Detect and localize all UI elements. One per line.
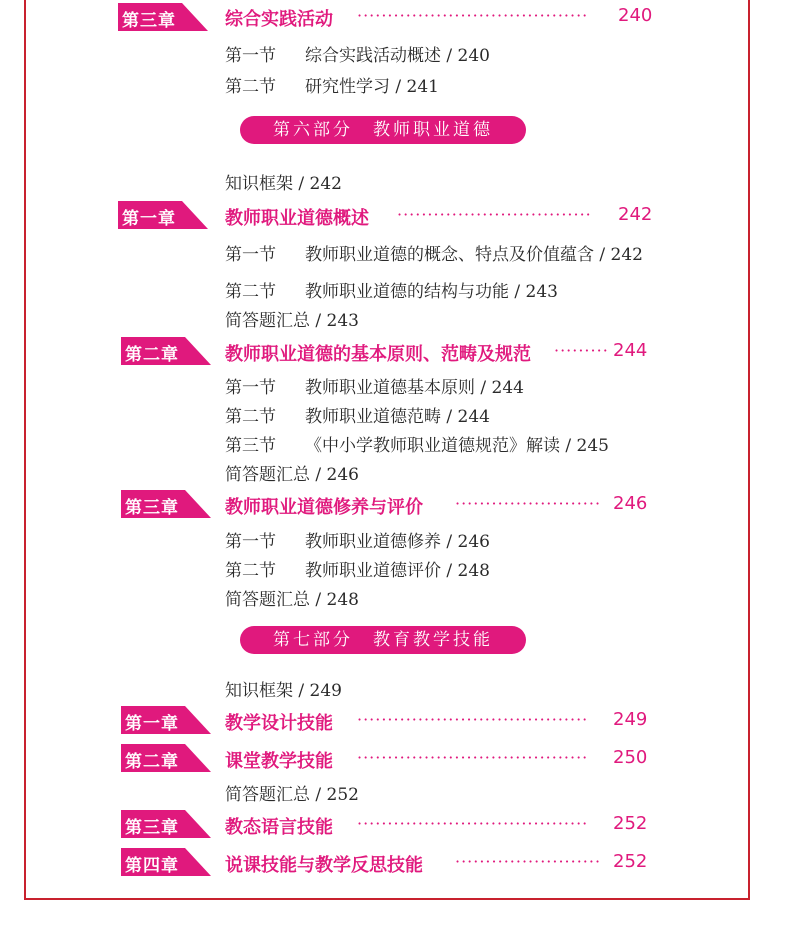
chapter-title[interactable]: 教态语言技能 bbox=[225, 817, 333, 838]
dot-leader: ························ bbox=[455, 852, 602, 871]
page-number: 242 bbox=[618, 204, 653, 225]
framework-line[interactable]: 知识框架 / 242 bbox=[225, 174, 342, 194]
section-text: 教师职业道德评价 / 248 bbox=[305, 561, 490, 581]
chapter-tag: 第三章 bbox=[121, 490, 211, 518]
dot-leader: ······································ bbox=[357, 6, 589, 25]
chapter-title[interactable]: 说课技能与教学反思技能 bbox=[225, 855, 423, 876]
page-number: 246 bbox=[613, 493, 648, 514]
chapter-tag: 第二章 bbox=[121, 337, 211, 365]
chapter-tag: 第一章 bbox=[118, 201, 208, 229]
section-line[interactable] bbox=[225, 556, 490, 581]
dot-leader: ······································ bbox=[357, 814, 589, 833]
section-number: 第二节 bbox=[225, 77, 276, 97]
section-line[interactable] bbox=[225, 72, 439, 97]
chapter-title[interactable]: 教师职业道德的基本原则、范畴及规范 bbox=[225, 344, 531, 365]
summary-line[interactable]: 简答题汇总 / 252 bbox=[225, 785, 359, 805]
dot-leader: ······································ bbox=[357, 748, 589, 767]
section-text: 教师职业道德修养 / 246 bbox=[305, 532, 490, 552]
dot-leader: ········· bbox=[554, 341, 609, 360]
section-number: 第一节 bbox=[225, 46, 276, 66]
chapter-title[interactable]: 教师职业道德概述 bbox=[225, 208, 369, 229]
part-banner[interactable]: 第七部分 教育教学技能 bbox=[240, 626, 526, 654]
summary-line[interactable]: 简答题汇总 / 243 bbox=[225, 311, 359, 331]
section-line[interactable] bbox=[225, 240, 643, 265]
section-number: 第三节 bbox=[225, 436, 276, 456]
section-text: 教师职业道德的概念、特点及价值蕴含 / 242 bbox=[305, 245, 643, 265]
page-number: 250 bbox=[613, 747, 648, 768]
chapter-title[interactable]: 综合实践活动 bbox=[225, 9, 333, 30]
section-line[interactable] bbox=[225, 402, 490, 427]
section-number: 第二节 bbox=[225, 561, 276, 581]
dot-leader: ························ bbox=[455, 494, 602, 513]
page-number: 252 bbox=[613, 813, 648, 834]
dot-leader: ······································ bbox=[357, 710, 589, 729]
page-number: 244 bbox=[613, 340, 648, 361]
section-text: 教师职业道德基本原则 / 244 bbox=[305, 378, 524, 398]
page-number: 249 bbox=[613, 709, 648, 730]
section-number: 第二节 bbox=[225, 407, 276, 427]
section-line[interactable] bbox=[225, 277, 558, 302]
chapter-title[interactable]: 教师职业道德修养与评价 bbox=[225, 497, 423, 518]
summary-line[interactable]: 简答题汇总 / 246 bbox=[225, 465, 359, 485]
chapter-tag: 第三章 bbox=[118, 3, 208, 31]
section-line[interactable] bbox=[225, 527, 490, 552]
section-text: 研究性学习 / 241 bbox=[305, 77, 439, 97]
section-number: 第一节 bbox=[225, 532, 276, 552]
page-number: 252 bbox=[613, 851, 648, 872]
chapter-title[interactable]: 课堂教学技能 bbox=[225, 751, 333, 772]
dot-leader: ································ bbox=[397, 205, 592, 224]
section-text: 《中小学教师职业道德规范》解读 / 245 bbox=[305, 436, 609, 456]
chapter-tag: 第四章 bbox=[121, 848, 211, 876]
part-banner[interactable]: 第六部分 教师职业道德 bbox=[240, 116, 526, 144]
chapter-tag: 第一章 bbox=[121, 706, 211, 734]
section-number: 第一节 bbox=[225, 245, 276, 265]
section-number: 第一节 bbox=[225, 378, 276, 398]
section-number: 第二节 bbox=[225, 282, 276, 302]
section-text: 教师职业道德范畴 / 244 bbox=[305, 407, 490, 427]
chapter-tag: 第二章 bbox=[121, 744, 211, 772]
section-line[interactable] bbox=[225, 373, 524, 398]
page-number: 240 bbox=[618, 5, 653, 26]
framework-line[interactable]: 知识框架 / 249 bbox=[225, 681, 342, 701]
section-text: 综合实践活动概述 / 240 bbox=[305, 46, 490, 66]
chapter-tag: 第三章 bbox=[121, 810, 211, 838]
section-line[interactable] bbox=[225, 431, 609, 456]
chapter-title[interactable]: 教学设计技能 bbox=[225, 713, 333, 734]
summary-line[interactable]: 简答题汇总 / 248 bbox=[225, 590, 359, 610]
section-line[interactable] bbox=[225, 41, 490, 66]
section-text: 教师职业道德的结构与功能 / 243 bbox=[305, 282, 558, 302]
